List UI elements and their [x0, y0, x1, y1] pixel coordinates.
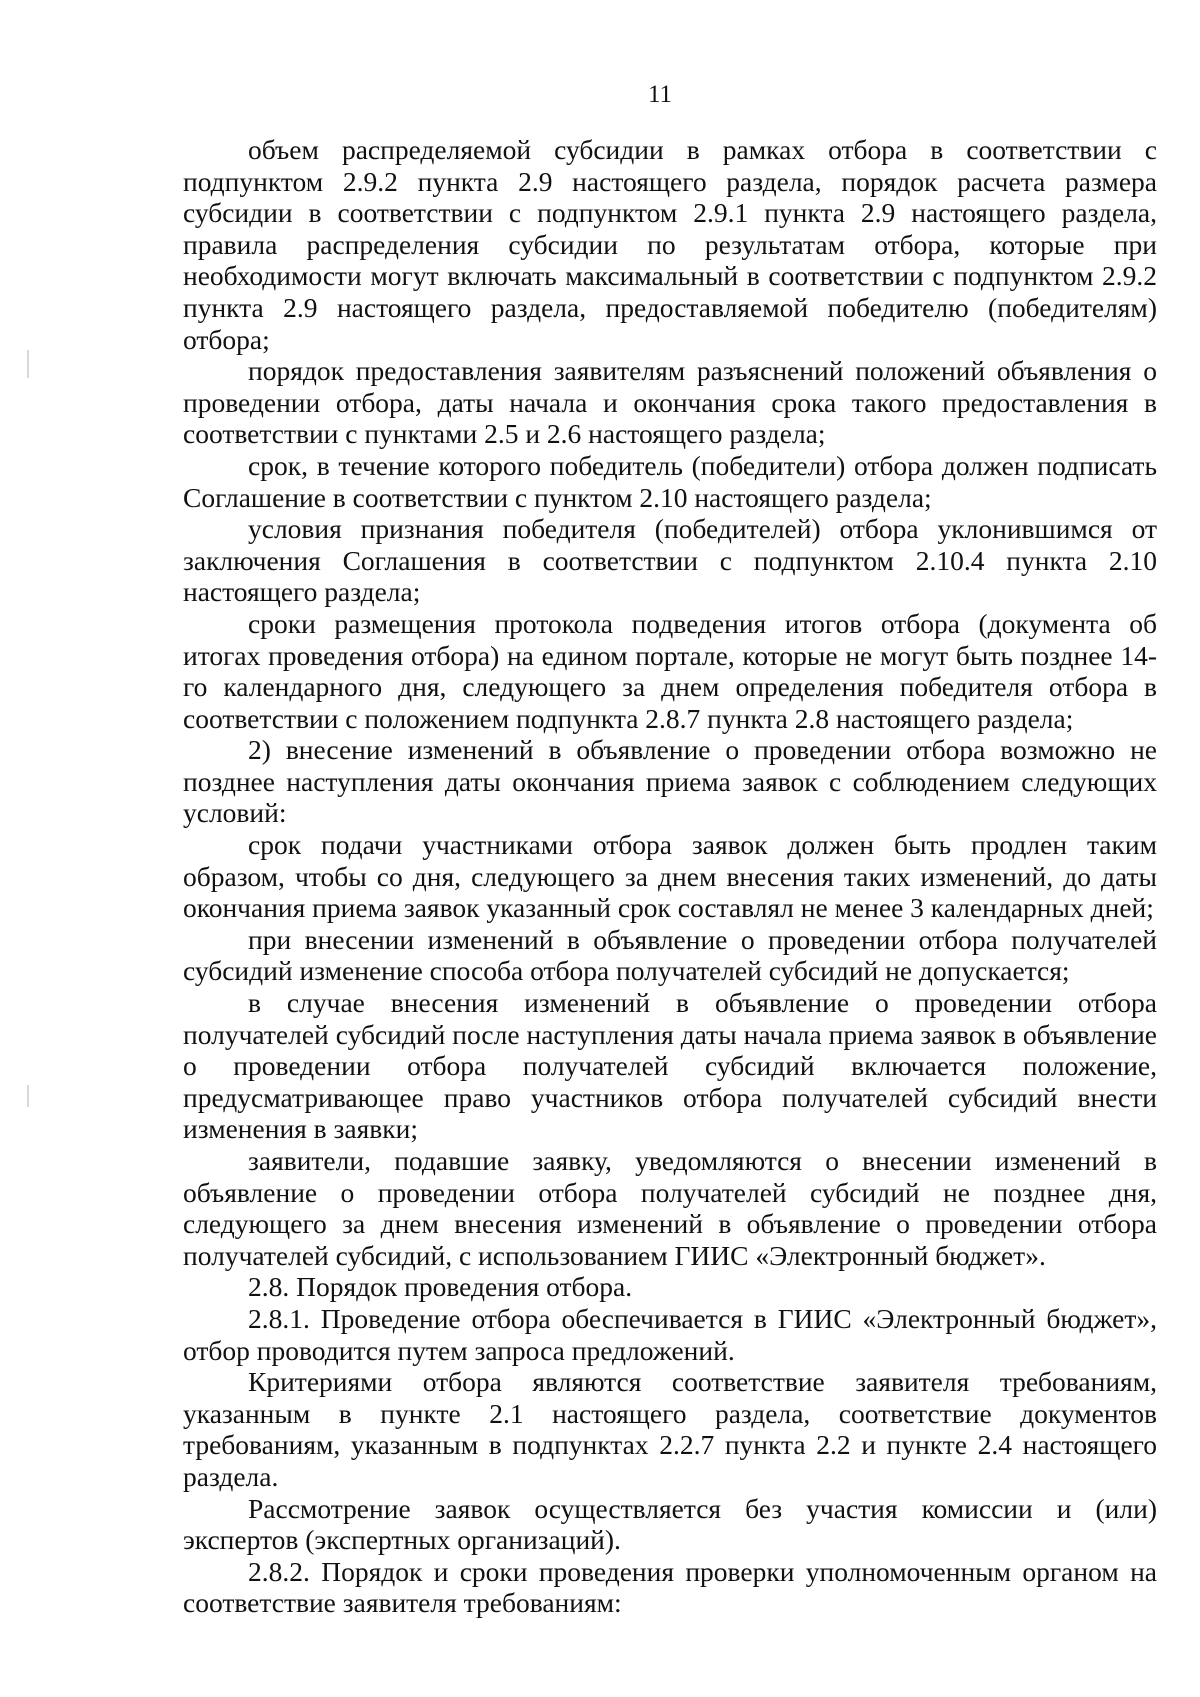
paragraph: порядок предоставления заявителям разъяснений положений объявления о проведении отбора, даты начала и окончания срока такого предоставления в соответствии с пунктами 2.5 и 2.6 настоящего раздела; [183, 355, 1157, 450]
paragraph: срок подачи участниками отбора заявок должен быть продлен таким образом, чтобы со дня, следующего за днем внесения таких изменений, до даты окончания приема заявок указанный срок составлял не менее 3 календарных дней; [183, 829, 1157, 924]
page-number: 11 [647, 81, 673, 108]
scan-artifact [27, 350, 29, 378]
paragraph: 2.8.1. Проведение отбора обеспечивается в ГИИС «Электронный бюджет», отбор проводится путем запроса предложений. [183, 1302, 1157, 1366]
section-heading: 2.8. Порядок проведения отбора. [248, 1271, 633, 1303]
paragraph: при внесении изменений в объявление о проведении отбора получателей субсидий изменение способа отбора получателей субсидий не допускается; [183, 923, 1157, 987]
paragraph: заявители, подавшие заявку, уведомляются о внесении изменений в объявление о проведении отбора получателей субсидий не позднее дня, следующего за днем внесения изменений в объявление о проведении отбора получателей субсидий, с использованием ГИИС «Электронный бюджет». [183, 1145, 1157, 1271]
paragraph: 2.8.2. Порядок и сроки проведения проверки уполномоченным органом на соответствие заявителя требованиям: [183, 1555, 1157, 1619]
paragraph: в случае внесения изменений в объявление о проведении отбора получателей субсидий после наступления даты начала приема заявок в объявление о проведении отбора получателей субсидий включается положение, предусматривающее право участников отбора получателей субсидий внести изменения в заявки; [183, 987, 1157, 1145]
paragraph: объем распределяемой субсидии в рамках отбора в соответствии с подпунктом 2.9.2 пункта 2.9 настоящего раздела, порядок расчета размера субсидии в соответствии с подпунктом 2.9.1 пункта 2.9 настоящего раздела, правила распределения субсидии по результатам отбора, которые при необходимости могут включать максимальный в соответствии с подпунктом 2.9.2 пункта 2.9 настоящего раздела, предоставляемой победителю (победителям) отбора; [183, 134, 1157, 355]
scan-artifact [27, 1085, 29, 1107]
paragraph: сроки размещения протокола подведения итогов отбора (документа об итогах проведения отбора) на едином портале, которые не могут быть позднее 14-го календарного дня, следующего за днем определения победителя отбора в соответствии с положением подпункта 2.8.7 пункта 2.8 настоящего раздела; [183, 607, 1157, 734]
paragraph: срок, в течение которого победитель (победители) отбора должен подписать Соглашение в соответствии с пунктом 2.10 настоящего раздела; [183, 449, 1157, 513]
paragraph: условия признания победителя (победителей) отбора уклонившимся от заключения Соглашения в соответствии с подпунктом 2.10.4 пункта 2.10 настоящего раздела; [183, 513, 1157, 608]
paragraph: Критериями отбора являются соответствие заявителя требованиям, указанным в пункте 2.1 настоящего раздела, соответствие документов требованиям, указанным в подпунктах 2.2.7 пункта 2.2 и пункте 2.4 настоящего раздела. [183, 1366, 1157, 1492]
paragraph: 2) внесение изменений в объявление о проведении отбора возможно не позднее наступления даты окончания приема заявок с соблюдением следующих условий: [183, 734, 1157, 829]
paragraph: Рассмотрение заявок осуществляется без участия комиссии и (или) экспертов (экспертных организаций). [183, 1492, 1157, 1556]
document-body [183, 134, 1157, 1619]
